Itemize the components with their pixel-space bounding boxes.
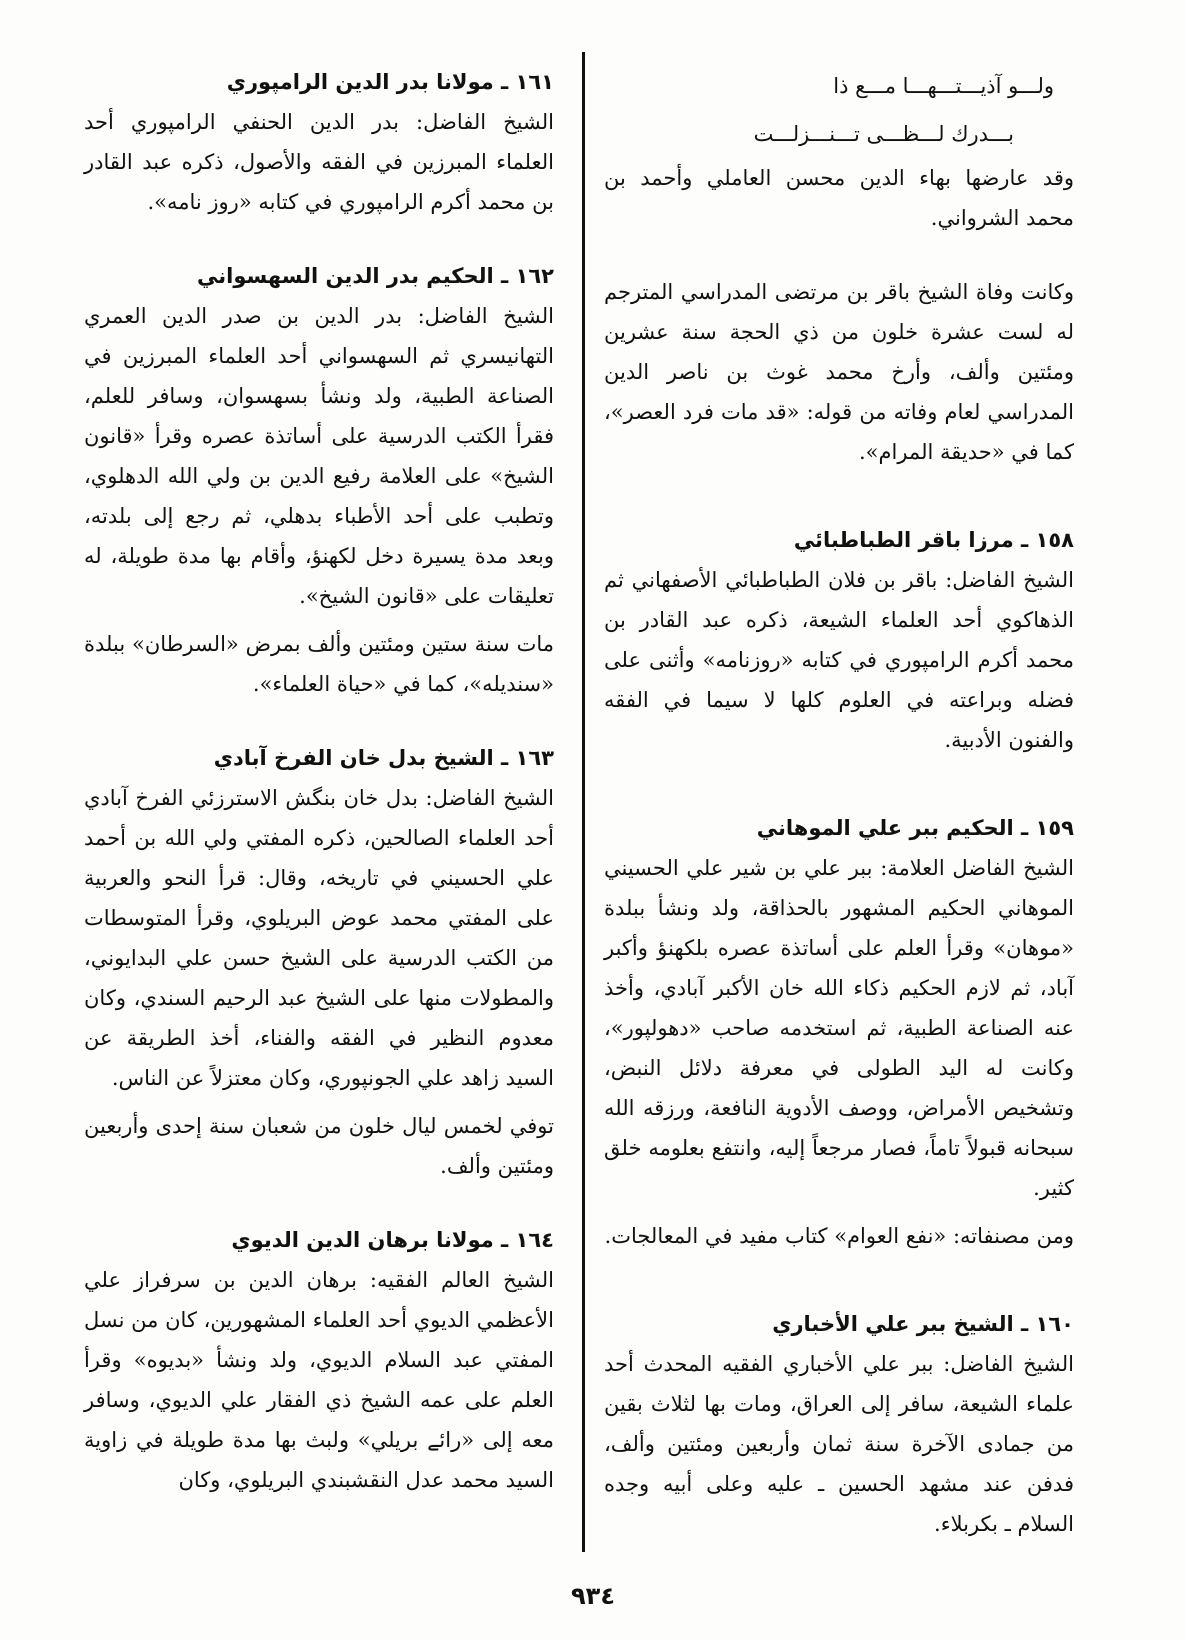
entry-text-163: الشيخ الفاضل: بدل خان بنگش الاسترزئي الفرخ آبادي أحد العلماء الصالحين، ذكره المفتي ولي الله بن أحمد علي الحسيني في تاريخه، وقال: قرأ النحو والعربية على المفتي محمد عوض البريلوي، وقرأ المتوسطات من الكتب الدرسية على الشيخ حسن علي البدايوني، والمطولات منها على الشيخ عبد الرحيم السندي، وكان معدوم النظير في الفقه والفناء، أخذ الطريقة عن السيد زاهد علي الجونپوري، وكان معتزلاً عن الناس. bbox=[84, 786, 554, 1090]
entry-text-158: الشيخ الفاضل: باقر بن فلان الطباطبائي الأصفهاني ثم الذهاكوي أحد العلماء الشيعة، ذكره عبد القادر بن محمد أكرم الرامپوري في كتابه «روزنامه» وأثنى على فضله وبراعته في العلوم كلها لا سيما في الفقه والفنون الأدبية. bbox=[604, 568, 1074, 752]
column-divider bbox=[582, 52, 585, 1552]
entry-text-163-death: توفي لخمس ليال خلون من شعبان سنة إحدى وأربعين ومئتين وألف. bbox=[84, 1114, 554, 1178]
poem-verse-1: ولـــو آذيـــتـــهـــا مـــع ذا bbox=[833, 74, 1054, 98]
entry-title-163: ١٦٣ ـ الشيخ بدل خان الفرخ آبادي bbox=[213, 746, 554, 770]
paragraph: وقد عارضها بهاء الدين محسن العاملي وأحمد بن محمد الشرواني. bbox=[604, 166, 1074, 230]
entry-text-160: الشيخ الفاضل: ببر علي الأخباري الفقيه المحدث أحد علماء الشيعة، سافر إلى العراق، ومات بها لثلاث بقين من جمادى الآخرة سنة ثمان وأربعين ومئتين وألف، فدفن عند مشهد الحسين ـ عليه وعلى أبيه وجده السلام ـ بكربلاء. bbox=[604, 1352, 1074, 1536]
left-column bbox=[84, 62, 554, 1508]
right-column bbox=[604, 62, 1074, 1552]
entry-title-161: ١٦١ ـ مولانا بدر الدين الرامپوري bbox=[226, 70, 554, 94]
entry-title-162: ١٦٢ ـ الحكيم بدر الدين السهسواني bbox=[197, 264, 554, 288]
entry-text-159: الشيخ الفاضل العلامة: ببر علي بن شير علي الحسيني الموهاني الحكيم المشهور بالحذاقة، ولد ونشأ ببلدة «موهان» وقرأ العلم على أساتذة عصره بلكهنؤ وأكبر آباد، ثم لازم الحكيم ذكاء الله خان الأكبر آبادي، وأخذ عنه الصناعة الطبية، ثم استخدمه صاحب «دهولپور»، وكانت له اليد الطولى في معرفة دلائل النبض، وتشخيص الأمراض، ووصف الأدوية النافعة، ورزقه الله سبحانه قبولاً تاماً، فصار مرجعاً إليه، وانتفع بعلومه خلق كثير. bbox=[604, 856, 1074, 1200]
entry-text-161: الشيخ الفاضل: بدر الدين الحنفي الرامپوري أحد العلماء المبرزين في الفقه والأصول، ذكره عبد القادر بن محمد أكرم الرامپوري في كتابه «روز نامه». bbox=[84, 110, 554, 214]
entry-text-164: الشيخ العالم الفقيه: برهان الدين بن سرفراز علي الأعظمي الديوي أحد العلماء المشهورين، كان من نسل المفتي عبد السلام الديوي، ولد ونشأ «بديوه» وقرأ العلم على عمه الشيخ ذي الفقار علي الديوي، وسافر معه إلى «رائے بريلي» ولبث بها مدة طويلة في زاوية السيد محمد عدل النقشبندي البريلوي، وكان bbox=[84, 1268, 554, 1492]
entry-text-159-works: ومن مصنفاته: «نفع العوام» كتاب مفيد في المعالجات. bbox=[604, 1224, 1074, 1248]
entry-title-158: ١٥٨ ـ مرزا باقر الطباطبائي bbox=[793, 528, 1074, 552]
entry-text-162-death: مات سنة ستين ومئتين وألف بمرض «السرطان» ببلدة «سنديله»، كما في «حياة العلماء». bbox=[84, 632, 554, 696]
entry-title-160: ١٦٠ ـ الشيخ ببر علي الأخباري bbox=[772, 1312, 1074, 1336]
page-number: ٩٣٤ bbox=[571, 1582, 615, 1610]
entry-title-159: ١٥٩ ـ الحكيم ببر علي الموهاني bbox=[756, 816, 1074, 840]
poem-verse-2: بـــدرك لـــظـــى تـــنـــزلـــت bbox=[753, 122, 1014, 146]
entry-title-164: ١٦٤ ـ مولانا برهان الدين الديوي bbox=[231, 1228, 554, 1252]
entry-text-162: الشيخ الفاضل: بدر الدين بن صدر الدين العمري التهانيسري ثم السهسواني أحد العلماء المبرزين في الصناعة الطبية، ولد ونشأ بسهسوان، وسافر للعلم، فقرأ الكتب الدرسية على أساتذة عصره وقرأ «قانون الشيخ» على العلامة رفيع الدين بن ولي الله الدهلوي، وتطبب على أحد الأطباء بدهلي، ثم رجع إلى بلدته، وبعد مدة يسيرة دخل لكهنؤ، وأقام بها مدة طويلة، له تعليقات على «قانون الشيخ». bbox=[84, 304, 554, 608]
paragraph: وكانت وفاة الشيخ باقر بن مرتضى المدراسي المترجم له لست عشرة خلون من ذي الحجة سنة عشرين ومئتين وألف، وأرخ محمد غوث بن ناصر الدين المدراسي لعام وفاته من قوله: «قد مات فرد العصر»، كما في «حديقة المرام». bbox=[604, 280, 1074, 464]
